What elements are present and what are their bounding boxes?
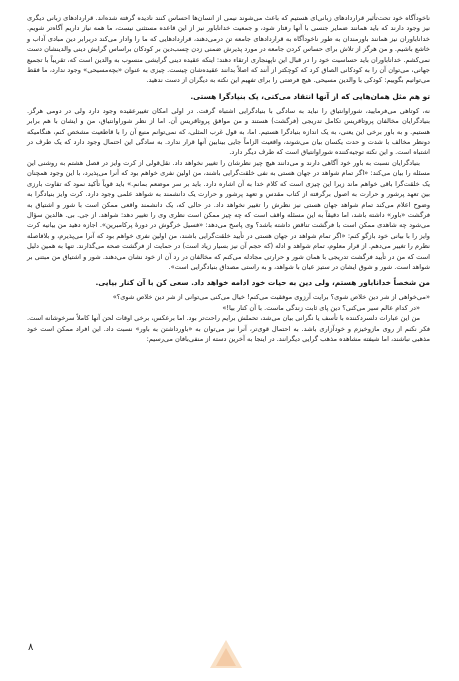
section-heading: من شخصاً خداناباور هستم، ولی دین به حیات خود ادامه خواهد داد. سعی کن با آن کنار بیایی.	[95, 278, 430, 288]
paragraph: من این عبارات دلسردکننده با تأسف یا نگرانی بیان می‌شد، تحملش برایم راحت‌تر بود. اما برعکس، برخی اوقات لحن آنها کاملاً سرخوشانه است. فکر نکنم از روی مازوخیزم و خودآزاری باشد. به احتمال قوی‌تر، آنرا نیز می‌توان به «باورداشتن به باور» نسبت داد. این افراد ممکن است خود مذهبی نباشند، اما شیفته مشاهده مذهب گرایی دیگرانند. در اینجا به آخرین دسته از منفی‌بافان می‌رسیم:	[27, 314, 430, 343]
page-number: ۸	[28, 642, 34, 653]
paragraph: «در کدام عالم سیر می‌کنی؟ دین پای ثابت زندگی ماست. با آن کنار بیا!»	[222, 303, 420, 312]
section-heading: تو هم مثل همان‌هایی که از آنها انتقاد می‌کنی، یک بنیادگرا هستی.	[190, 91, 430, 101]
paragraph: بنیادگرایان نسبت به باور خود آگاهی دارند و می‌دانند هیچ چیز نظرشان را تغییر نخواهد داد. نقل‌قولی از کرت وایز در فصل هشتم به روشنی این مسئله را بیان می‌کند: «اگر تمام شواهد در جهان هستی به نفی خلقت‌گرایی باشند، من اولین نفری خواهم بود که آنرا می‌پذیرد، با این وجود همچنان یک خلقت‌گرا باقی خواهم ماند زیرا این چیزی است که کلام خدا به آن اشاره دارد. باید بر سر موضعم بمانم.» باید قویاً تأکید نمود که تفاوت بارزی بین تعهد پرشور و حرارت به اصول برگرفته از کتاب مقدس و تعهد پرشور و حرارت یک دانشمند به شواهد علمی وجود دارد. کرت وایز بنیادگرا به وضوح اعلام می‌کند تمام شواهد جهان هستی نیز نظرش را تغییر نخواهد داد. در حالی که، یک دانشمند واقعی ممکن است با شور و اشتیاق به فرگشت «باور» داشته باشد، اما دقیقاً به این مسئله واقف است که چه چیز ممکن است نظری وی را تغییر دهد: شواهد. از جی. بی. هالدین سؤال می‌شود چه شاهدی ممکن است با فرگشت تناقض داشته باشد؟ وی پاسخ می‌دهد: «فسیل خرگوش در دورهٔ پرکامبرین». اجازه دهید من بیانیه کرت وایز را با بیانی خود بازگو کنم: «اگر تمام شواهد در جهان هستی در تأیید خلقت‌گرایی باشند، من اولین نفری خواهم بود که آنرا می‌پذیرم، و بلافاصله نظرم را تغییر می‌دهم. از قرار معلوم، تمام شواهد و ادله (که حجم آن نیز بسیار زیاد است) در حمایت از فرگشت صحه می‌گذارند. تنها به همین دلیل است که من در تأیید فرگشت تدریجی با همان شور و حرارتی مجادله می‌کنم که مخالفان در رد آن از خود نشان می‌دهند. شور و اشتیاق من مبتنی بر شواهد است. شور و شوق ایشان در ستیز عیان با شواهد، و به راستی مصداق بنیادگرایی است».	[27, 158, 430, 271]
watermark-logo	[206, 638, 246, 672]
page-body	[27, 13, 430, 344]
paragraph: نه، کوتاهی می‌فرمایید، شوراوانتیاق را نباید به سادگی با بنیادگرایی اشتباه گرفت. در اولی امکان تغییرعقیده وجود دارد ولی در دومی هرگز. بنیادگرایان مخالفان پروتاقریس تکامل تدریجی (فرگشت) هستند و من موافق پروتاقریس آن. اما از نظر شوراوانتیاق، من و ایشان با هم برابر هستیم. و به باور برخی این یعنی، به یک اندازه بنیادگرا هستیم. اما، به قول غرب المثلی، که نمی‌توانم منبع آن را با قاطعیت مشخص کنم، هنگامیکه دونظر مخالف با شدت و حدت یکسان بیان می‌شوند، واقعیت الزاماً جایی بینابین آنها قرار ندارد. به سادگی این احتمال وجود دارد که یک طرف در اشتباه است. و این نکته توجیه‌کننده شوراوانتیاق است که طرف دیگر دارد.	[27, 106, 430, 157]
paragraph: «می‌خواهی از شر دین خلاص شوی؟ برایت آرزوی موفقیت می‌کنم! خیال می‌کنی می‌توانی از شر دین خلاص شوی؟»	[112, 293, 430, 302]
paragraph: ناخودآگاه خود تحت‌تأثیر قراردادهای زبانی‌ای هستیم که باعث می‌شوند نیمی از انسان‌ها احساس کنند نادیده گرفته شده‌اند. قراردادهای زبانی دیگری نیز وجود دارند که باید همانند ضمایر جنسی با آنها رفتار شود، و جمعیت خداناباور نیز از این قاعده مستثنی نیست، ما همه نیاز داریم آگاه‌تر شویم. خداناباوران نیز همانند باورمندان به طور ناخودآگاه به قراردادهای جامعه تن درمی‌دهند، قراردادهایی که ما را وادار می‌کند دربرابر دین مبادی آداب و خاشع باشیم. و من هرگز از تلاش برای حساس کردن جامعه در مورد پذیرش ضمنی زدن چسب‌دین بر کودکان براساس گرایش دینی والدینشان دست نمی‌کشم. خداناباوران باید حساسیت خود را در قبال این ناپهنجاری ارتقاء دهند: اینکه عقیده دینی گرایشی منسوب به والدین است که، تقریباً با تجمیع جهانی، می‌توان آن را به کودکانی الصاق کرد که کوچکتر از آنند که اصلاً بدانند عقیده‌شان چیست. چیزی به عنوان «بچه‌مسیحی» وجود ندارد، ما فقط می‌توانیم بگوییم: کودکی با والدین مسیحی. هیچ فرضتی را برای تفهیم این نکته به دیگران از دست ندهید.	[27, 14, 430, 85]
